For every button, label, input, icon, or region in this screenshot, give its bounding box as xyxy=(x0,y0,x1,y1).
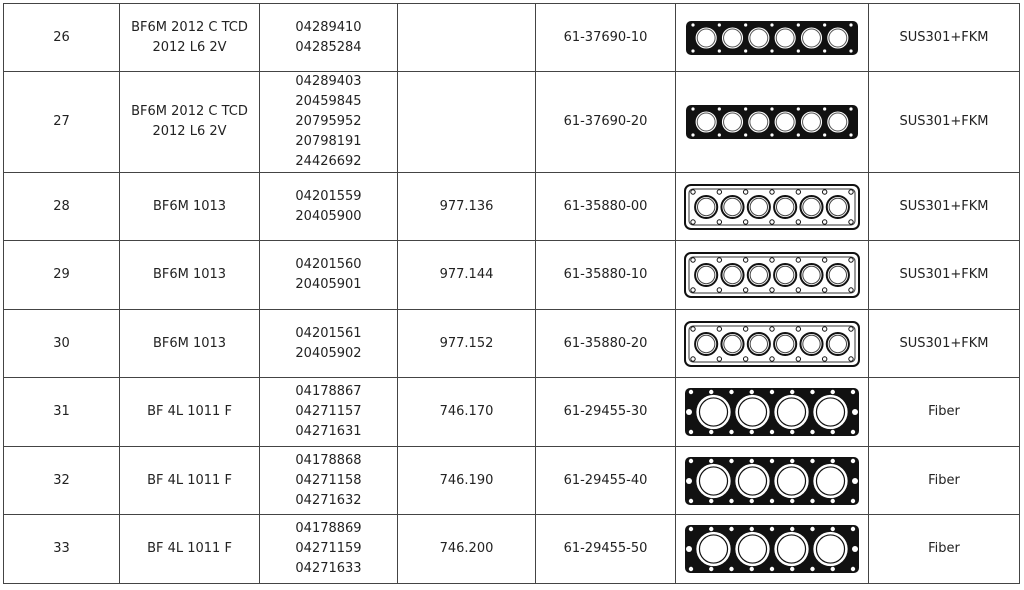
gasket-image-cell xyxy=(676,72,869,173)
gasket-image-cell xyxy=(676,515,869,584)
oem-number: 20405902 xyxy=(295,345,362,361)
row-number-cell xyxy=(4,72,120,173)
engine-model-line: BF6M 1013 xyxy=(152,335,227,351)
row-number: 33 xyxy=(53,541,70,556)
oem-number: 04178868 xyxy=(295,452,362,468)
row-number: 28 xyxy=(53,198,70,214)
material-cell xyxy=(869,515,1020,584)
engine-model-line: 2012 L6 2V xyxy=(152,124,227,139)
engine-model-line: BF 4L 1011 F xyxy=(147,541,232,556)
table-row xyxy=(4,310,1020,378)
oem-numbers-cell xyxy=(260,515,398,584)
engine-model-line: 2012 L6 2V xyxy=(152,39,227,55)
part-code-cell xyxy=(536,447,676,515)
row-number: 27 xyxy=(53,114,70,129)
oem-number: 04271631 xyxy=(295,424,362,439)
material: Fiber xyxy=(928,541,960,556)
part-code: 61-37690-20 xyxy=(563,114,648,129)
oem-number: 04285284 xyxy=(295,39,362,55)
row-number-cell xyxy=(4,378,120,447)
engine-model-cell xyxy=(120,378,260,447)
row-number: 31 xyxy=(53,404,70,419)
table-row xyxy=(4,515,1020,584)
material: SUS301+FKM xyxy=(899,114,989,129)
part-code: 61-35880-20 xyxy=(563,335,648,351)
material: SUS301+FKM xyxy=(899,29,989,45)
row-number-cell xyxy=(4,515,120,584)
row-number: 29 xyxy=(53,267,70,282)
oem-number: 04289403 xyxy=(295,74,362,89)
part-code: 61-29455-30 xyxy=(563,404,648,419)
table-row xyxy=(4,447,1020,515)
engine-model-cell xyxy=(120,173,260,241)
row-number-cell xyxy=(4,173,120,241)
gasket-image-cell xyxy=(676,4,869,72)
gasket-6-cylinder-outline-icon xyxy=(683,249,861,301)
part-code: 61-37690-10 xyxy=(563,29,648,45)
oem-number: 04271632 xyxy=(295,492,362,508)
reference-number-cell xyxy=(398,310,536,378)
row-number-cell xyxy=(4,4,120,72)
engine-model-line: BF6M 1013 xyxy=(152,267,227,282)
reference-number-cell xyxy=(398,515,536,584)
part-code: 61-35880-00 xyxy=(563,198,648,214)
engine-model-cell xyxy=(120,72,260,173)
reference-number-cell xyxy=(398,4,536,72)
reference-number: 746.170 xyxy=(439,404,494,419)
gasket-image-cell xyxy=(676,378,869,447)
engine-model-line: BF6M 2012 C TCD xyxy=(131,104,248,119)
row-number-cell xyxy=(4,310,120,378)
reference-number-cell xyxy=(398,72,536,173)
engine-model-cell xyxy=(120,241,260,310)
material-cell xyxy=(869,4,1020,72)
gasket-image-cell xyxy=(676,173,869,241)
engine-model-line: BF 4L 1011 F xyxy=(147,472,232,488)
reference-number-cell xyxy=(398,241,536,310)
reference-number-cell xyxy=(398,173,536,241)
reference-number-cell xyxy=(398,378,536,447)
engine-model-cell xyxy=(120,310,260,378)
reference-number: 977.144 xyxy=(439,267,494,282)
gasket-parts-table xyxy=(3,3,1020,584)
reference-number: 977.152 xyxy=(439,335,494,351)
part-code: 61-29455-40 xyxy=(563,472,648,488)
gasket-image-cell xyxy=(676,310,869,378)
oem-number: 04271157 xyxy=(295,404,362,419)
row-number: 32 xyxy=(53,472,70,488)
oem-numbers-cell xyxy=(260,173,398,241)
material: SUS301+FKM xyxy=(899,335,989,351)
oem-number: 04178869 xyxy=(295,521,362,536)
row-number-cell xyxy=(4,447,120,515)
row-number-cell xyxy=(4,241,120,310)
material-cell xyxy=(869,173,1020,241)
table-body xyxy=(4,4,1020,584)
reference-number: 977.136 xyxy=(439,198,494,214)
oem-numbers-cell xyxy=(260,241,398,310)
oem-number: 24426692 xyxy=(295,154,362,169)
oem-number: 04201561 xyxy=(295,325,362,341)
material: Fiber xyxy=(928,472,960,488)
table-row xyxy=(4,378,1020,447)
oem-number: 04271633 xyxy=(295,561,362,576)
engine-model-line: BF6M 1013 xyxy=(152,198,227,214)
material-cell xyxy=(869,241,1020,310)
row-number: 26 xyxy=(53,29,70,45)
oem-number: 20798191 xyxy=(295,134,362,149)
oem-numbers-cell xyxy=(260,378,398,447)
gasket-4-cylinder-fiber-icon xyxy=(683,386,861,438)
part-code-cell xyxy=(536,4,676,72)
reference-number: 746.200 xyxy=(439,541,494,556)
part-code-cell xyxy=(536,515,676,584)
gasket-6-cylinder-outline-icon xyxy=(683,318,861,370)
oem-number: 04201559 xyxy=(295,188,362,204)
material-cell xyxy=(869,447,1020,515)
engine-model-cell xyxy=(120,515,260,584)
engine-model-line: BF 4L 1011 F xyxy=(147,404,232,419)
oem-number: 20459845 xyxy=(295,94,362,109)
oem-numbers-cell xyxy=(260,447,398,515)
material-cell xyxy=(869,378,1020,447)
engine-model-line: BF6M 2012 C TCD xyxy=(131,19,248,35)
gasket-6-cylinder-multilayer-icon xyxy=(683,18,861,58)
table-row xyxy=(4,173,1020,241)
oem-number: 20405900 xyxy=(295,208,362,224)
gasket-6-cylinder-multilayer-icon xyxy=(683,102,861,142)
part-code-cell xyxy=(536,310,676,378)
oem-number: 04178867 xyxy=(295,384,362,399)
gasket-image-cell xyxy=(676,241,869,310)
material: SUS301+FKM xyxy=(899,267,989,282)
material: SUS301+FKM xyxy=(899,198,989,214)
gasket-6-cylinder-outline-icon xyxy=(683,181,861,233)
gasket-4-cylinder-fiber-icon xyxy=(683,523,861,575)
oem-number: 04271159 xyxy=(295,541,362,556)
oem-number: 04201560 xyxy=(295,257,362,272)
reference-number: 746.190 xyxy=(439,472,494,488)
engine-model-cell xyxy=(120,447,260,515)
reference-number-cell xyxy=(398,447,536,515)
part-code-cell xyxy=(536,241,676,310)
oem-number: 20405901 xyxy=(295,277,362,292)
gasket-4-cylinder-fiber-icon xyxy=(683,455,861,507)
part-code-cell xyxy=(536,173,676,241)
oem-number: 04289410 xyxy=(295,19,362,35)
material-cell xyxy=(869,310,1020,378)
table-row xyxy=(4,72,1020,173)
material: Fiber xyxy=(928,404,960,419)
engine-model-cell xyxy=(120,4,260,72)
table-row xyxy=(4,241,1020,310)
material-cell xyxy=(869,72,1020,173)
gasket-image-cell xyxy=(676,447,869,515)
oem-numbers-cell xyxy=(260,72,398,173)
part-code-cell xyxy=(536,72,676,173)
oem-number: 04271158 xyxy=(295,472,362,488)
row-number: 30 xyxy=(53,335,70,351)
oem-number: 20795952 xyxy=(295,114,362,129)
oem-numbers-cell xyxy=(260,4,398,72)
part-code: 61-35880-10 xyxy=(563,267,648,282)
table-row xyxy=(4,4,1020,72)
part-code: 61-29455-50 xyxy=(563,541,648,556)
part-code-cell xyxy=(536,378,676,447)
oem-numbers-cell xyxy=(260,310,398,378)
